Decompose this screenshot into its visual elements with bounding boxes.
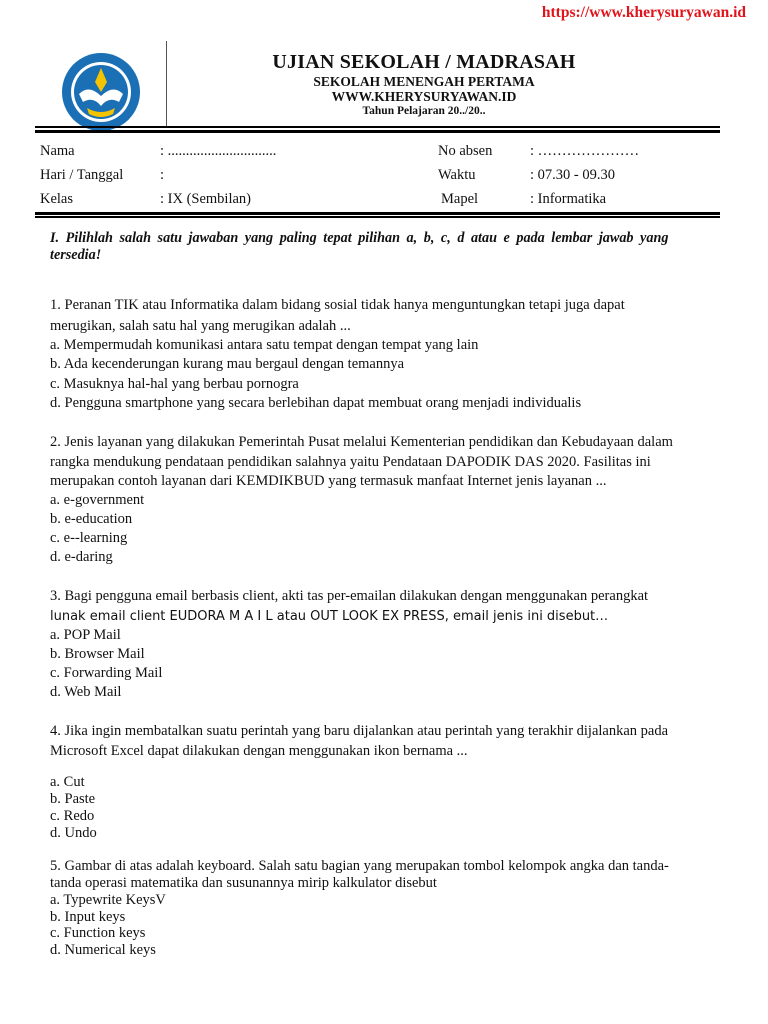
question-1-option-c: c. Masuknya hal-hal yang berbau pornogra: [50, 376, 299, 392]
question-4-option-d: d. Undo: [50, 825, 97, 841]
question-5-option-c: c. Function keys: [50, 925, 146, 941]
question-2-option-b: b. e-education: [50, 511, 133, 527]
question-1-option-a: a. Mempermudah komunikasi antara satu tempat dengan tempat yang lain: [50, 337, 479, 353]
question-5-option-a: a. Typewrite KeysV: [50, 892, 166, 908]
school-year: Tahun Pelajaran 20../20..: [362, 105, 486, 117]
absen-label: No absen: [438, 143, 493, 159]
site-url-link[interactable]: https://www.kherysuryawan.id: [541, 4, 746, 21]
mid-rule-thick: [35, 212, 720, 215]
hari-field[interactable]: :: [160, 167, 165, 183]
waktu-label: Waktu: [438, 167, 476, 183]
question-5-option-b: b. Input keys: [50, 909, 126, 925]
school-website: WWW.KHERYSURYAWAN.ID: [331, 89, 517, 104]
instruction-line: I. Pilihlah salah satu jawaban yang paling tepat pilihan a, b, c, d atau e pada lembar jawab yang: [50, 230, 669, 246]
question-2-option-a: a. e-government: [50, 492, 145, 508]
question-1-text: merugikan, salah satu hal yang merugikan adalah ...: [50, 318, 351, 334]
question-3-option-d: d. Web Mail: [50, 684, 122, 700]
mid-rule-thin: [35, 216, 720, 218]
question-5-text: tanda operasi matematika dan susunannya mirip kalkulator disebut: [50, 875, 437, 891]
question-3-option-a: a. POP Mail: [50, 627, 121, 643]
kelas-label: Kelas: [40, 191, 74, 207]
question-3-text: lunak email client EUDORA M A I L atau OUT LOOK EX PRESS, email jenis ini disebut…: [50, 609, 609, 624]
question-2-option-d: d. e-daring: [50, 549, 113, 565]
waktu-value: : 07.30 - 09.30: [530, 167, 615, 183]
question-2-text: rangka mendukung pendataan pendidikan salahnya yaitu Pendataan DAPODIK DAS 2020. Fasilitas ini: [50, 454, 651, 470]
top-rule-thick: [35, 130, 720, 133]
kelas-value: : IX (Sembilan): [160, 191, 252, 207]
school-name: SEKOLAH MENENGAH PERTAMA: [313, 74, 535, 89]
question-1-option-b: b. Ada kecenderungan kurang mau bergaul dengan temannya: [50, 356, 405, 372]
mapel-label: Mapel: [441, 191, 479, 207]
question-1-option-d: d. Pengguna smartphone yang secara berlebihan dapat membuat orang menjadi individualis: [50, 395, 582, 411]
question-1-text: 1. Peranan TIK atau Informatika dalam bidang sosial tidak hanya menguntungkan tetapi juga dapat: [50, 297, 625, 313]
nama-field[interactable]: : ..............................: [160, 143, 277, 159]
exam-title: UJIAN SEKOLAH / MADRASAH: [272, 51, 576, 73]
question-4-option-c: c. Redo: [50, 808, 95, 824]
question-3-option-b: b. Browser Mail: [50, 646, 145, 662]
question-5-text: 5. Gambar di atas adalah keyboard. Salah satu bagian yang merupakan tombol kelompok angka dan tanda-: [50, 858, 669, 874]
question-4-text: 4. Jika ingin membatalkan suatu perintah yang baru dijalankan atau perintah yang terakhir dijalankan pada: [50, 723, 669, 739]
instruction: [50, 230, 710, 264]
nama-label: Nama: [40, 143, 75, 159]
top-rule-thin: [35, 126, 720, 128]
question-4-option-b: b. Paste: [50, 791, 96, 807]
question-2-option-c: c. e--learning: [50, 530, 128, 546]
question-2-text: 2. Jenis layanan yang dilakukan Pemerintah Pusat melalui Kementerian pendidikan dan Kebudayaan dalam: [50, 434, 673, 450]
mapel-value: : Informatika: [530, 191, 607, 207]
question-2-text: merupakan contoh layanan dari KEMDIKBUD yang termasuk manfaat Internet jenis layanan ...: [50, 473, 607, 489]
question-4-option-a: a. Cut: [50, 774, 85, 790]
hari-label: Hari / Tanggal: [40, 167, 124, 183]
instruction-line: tersedia!: [50, 247, 102, 263]
question-4-text: Microsoft Excel dapat dilakukan dengan menggunakan ikon bernama ...: [50, 743, 468, 759]
question-5-option-d: d. Numerical keys: [50, 942, 156, 958]
question-3-text: 3. Bagi pengguna email berbasis client, akti tas per-emailan dilakukan dengan menggunakan perangkat: [50, 588, 649, 604]
absen-field[interactable]: : …………………: [530, 143, 640, 159]
question-3-option-c: c. Forwarding Mail: [50, 665, 163, 681]
